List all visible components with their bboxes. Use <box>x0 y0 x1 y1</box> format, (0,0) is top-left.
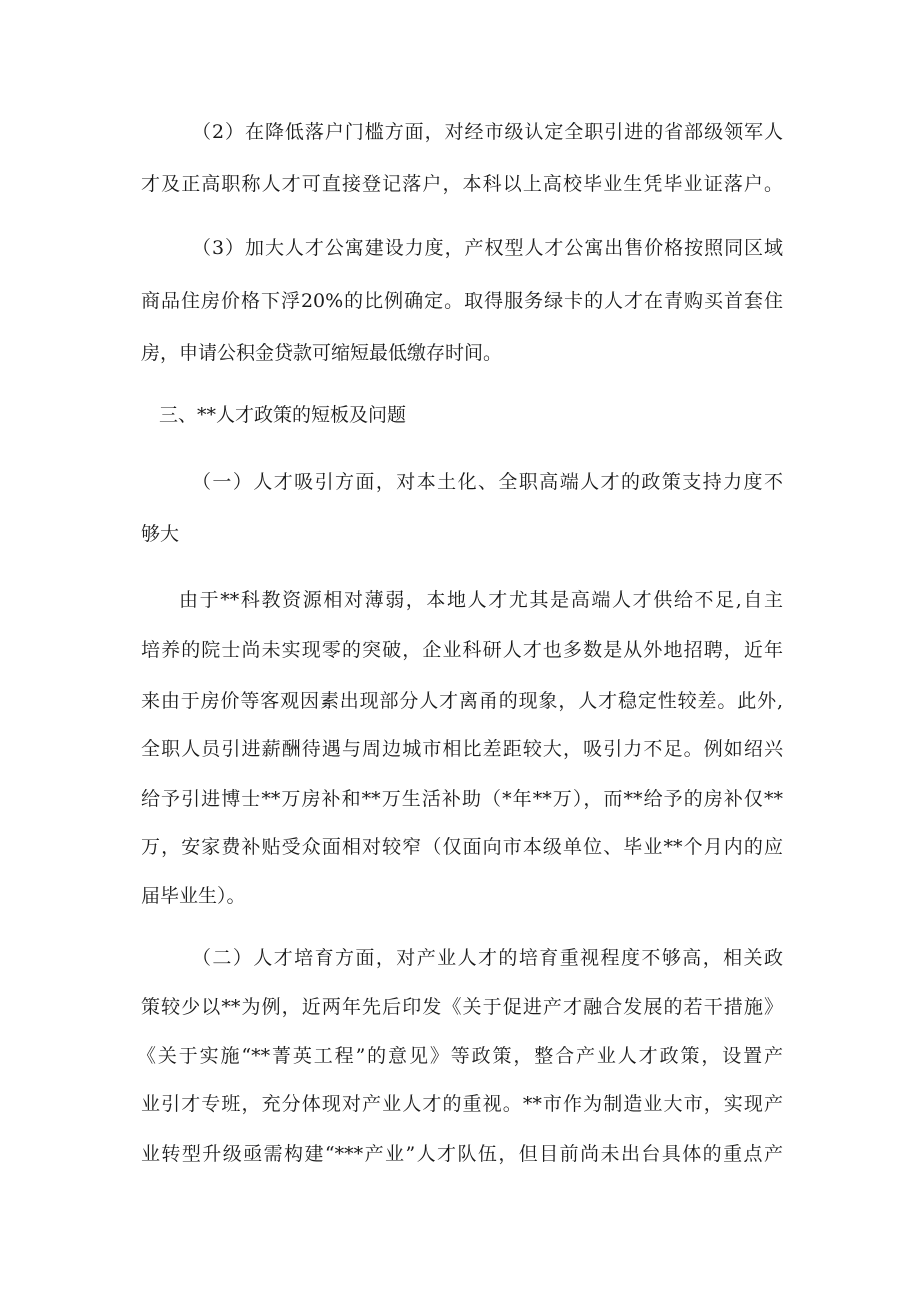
text-line: 万，安家费补贴受众面相对较窄（仅面向市本级单位、毕业**个月内的应 <box>141 836 783 858</box>
text-line: 才及正高职称人才可直接登记落户，本科以上高校毕业生凭毕业证落户。 <box>141 173 783 195</box>
text-line: （3）加大人才公寓建设力度，产权型人才公寓出售价格按照同区域 <box>192 237 783 259</box>
text-line: 届毕业生）。 <box>141 885 246 907</box>
text-line: 由于**科教资源相对薄弱，本地人才尤其是高端人才供给不足,自主 <box>179 589 783 611</box>
text-line: 《关于实施“**菁英工程”的意见》等政策，整合产业人才政策，设置产 <box>137 1045 783 1067</box>
text-line: （2）在降低落户门槛方面，对经市级认定全职引进的省部级领军人 <box>192 121 783 143</box>
text-line: 给予引进博士**万房补和**万生活补助（*年**万），而**给予的房补仅** <box>141 788 783 810</box>
text-line: 业转型升级亟需构建“***产业”人才队伍，但目前尚未出台具体的重点产 <box>141 1143 783 1165</box>
text-line: 全职人员引进薪酬待遇与周边城市相比差距较大，吸引力不足。例如绍兴 <box>141 738 783 760</box>
text-line: 商品住房价格下浮20%的比例确定。取得服务绿卡的人才在青购买首套住 <box>141 290 783 312</box>
text-line: （一）人才吸引方面，对本土化、全职高端人才的政策支持力度不 <box>192 471 783 493</box>
text-line: 来由于房价等客观因素出现部分人才离甬的现象，人才稳定性较差。此外, <box>141 690 783 712</box>
text-line: 房，申请公积金贷款可缩短最低缴存时间。 <box>141 342 503 364</box>
text-line: 策较少以**为例，近两年先后印发《关于促进产才融合发展的若干措施》 <box>141 996 783 1018</box>
text-line: 够大 <box>141 523 180 545</box>
text-line: 业引才专班，充分体现对产业人才的重视。**市作为制造业大市，实现产 <box>141 1093 783 1115</box>
text-line: （二）人才培育方面，对产业人才的培育重视程度不够高，相关政 <box>192 947 783 969</box>
text-line: 培养的院士尚未实现零的突破，企业科研人才也多数是从外地招聘，近年 <box>141 639 783 661</box>
heading-text: 三、**人才政策的短板及问题 <box>159 404 407 426</box>
